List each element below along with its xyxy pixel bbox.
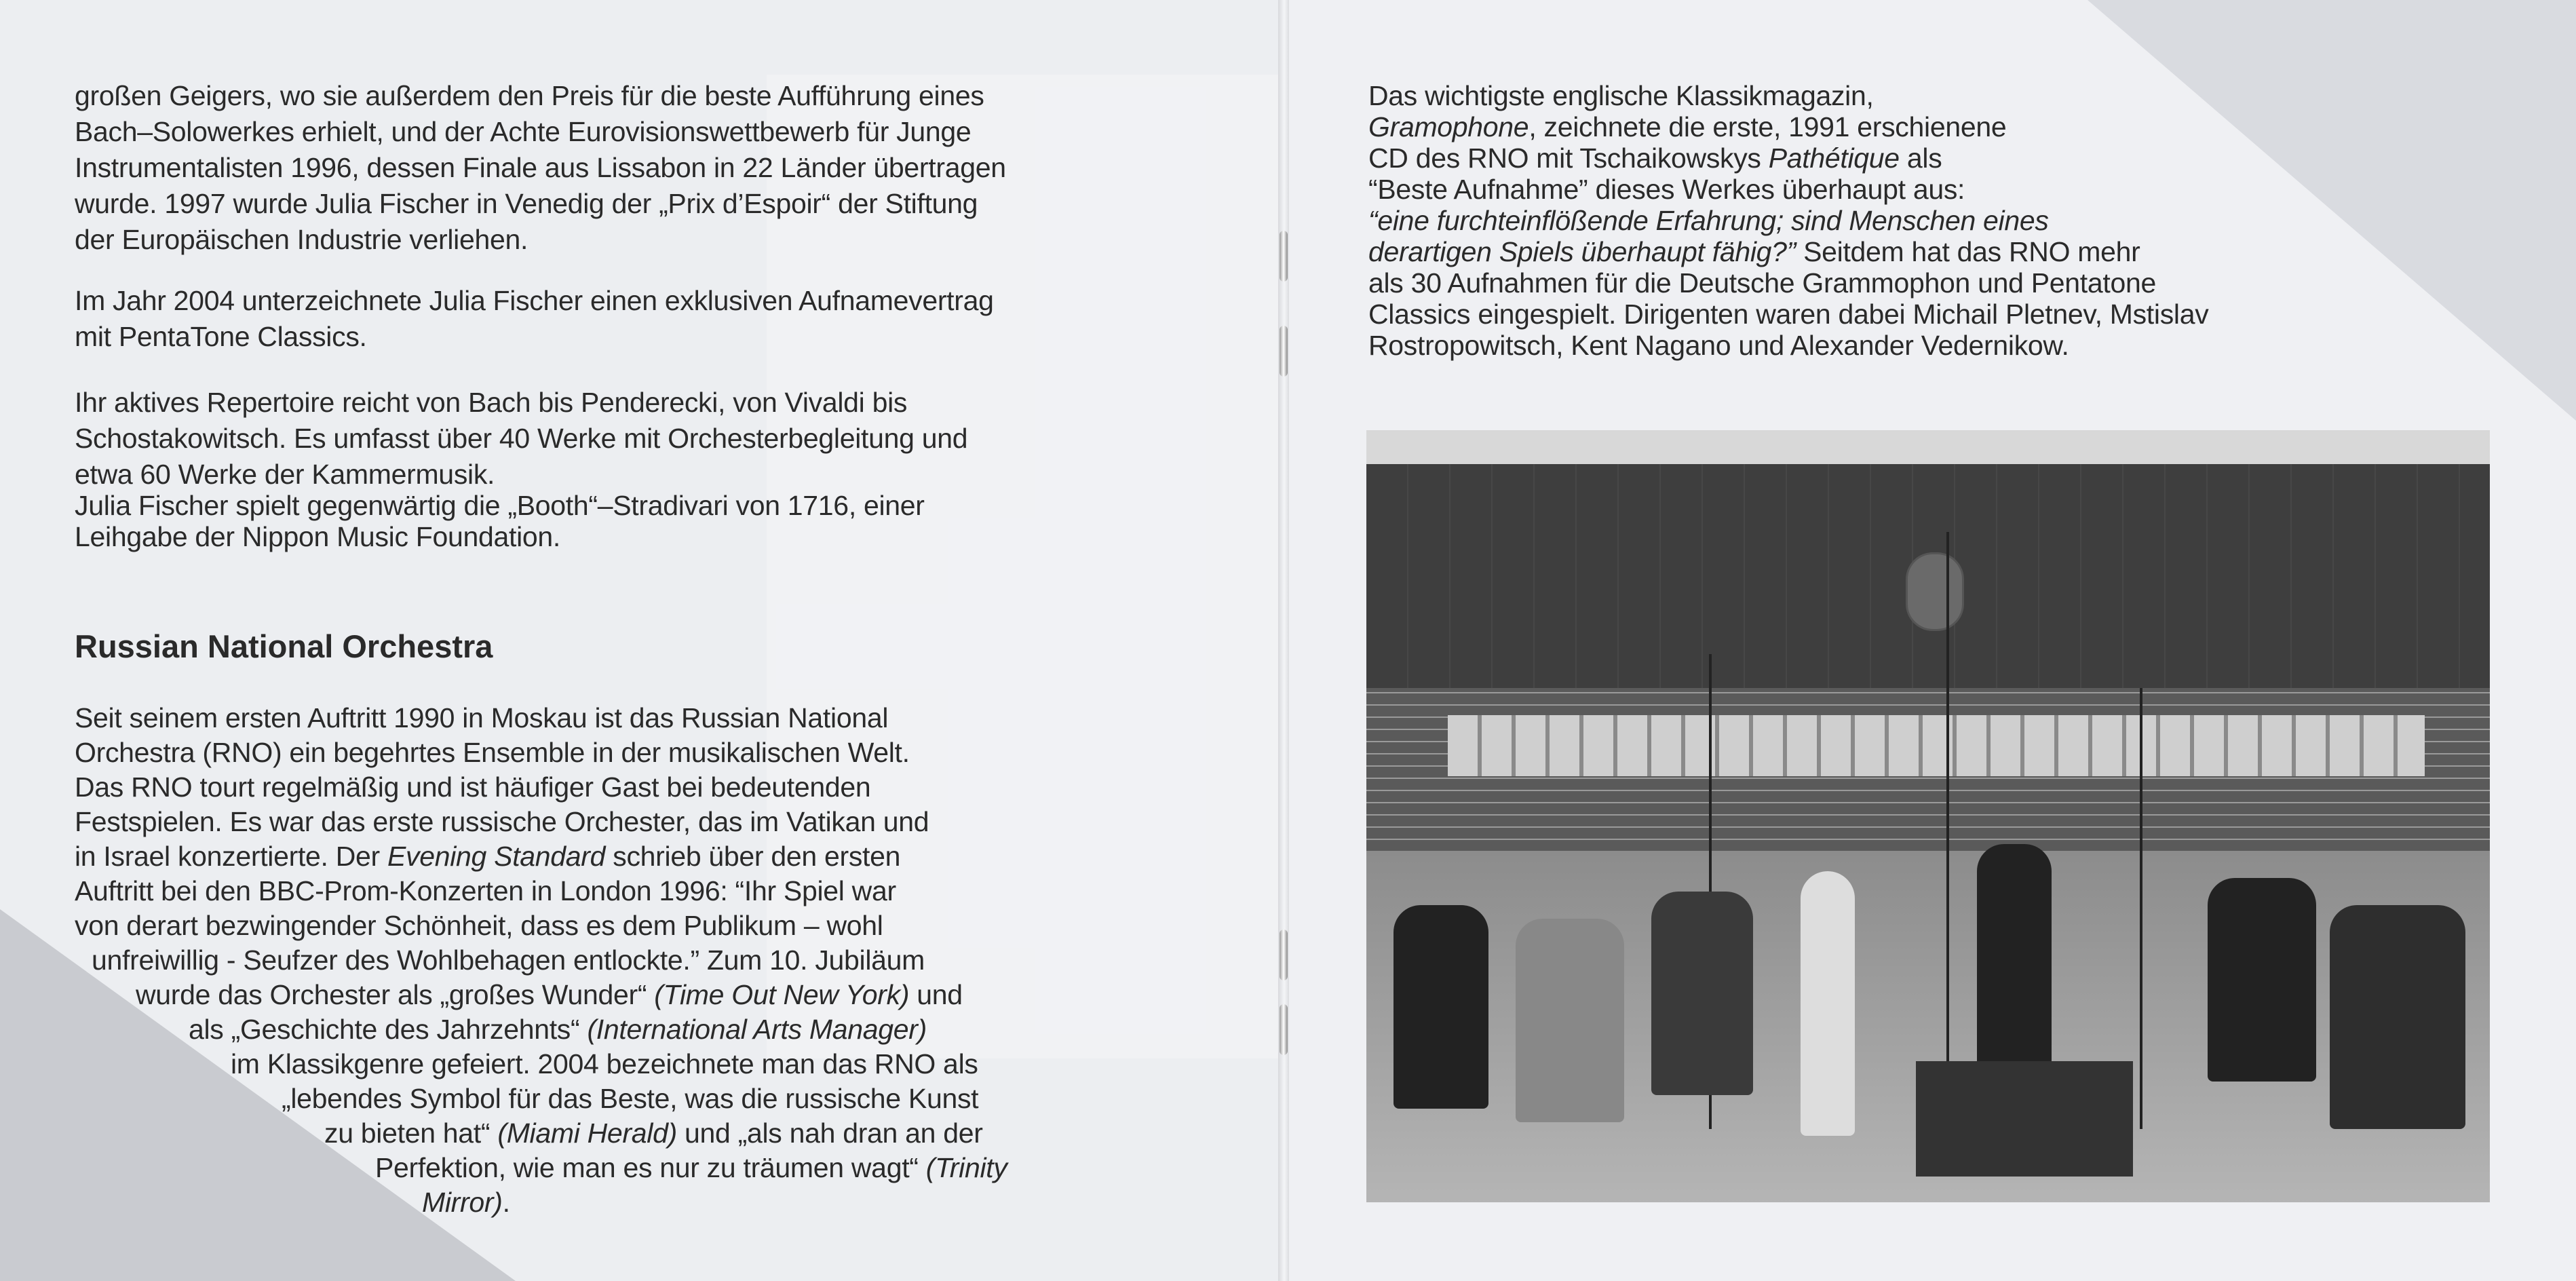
text-line — [189, 1012, 927, 1046]
publication-name: Evening Standard — [387, 841, 606, 872]
text: . — [502, 1187, 510, 1218]
text-line: Julia Fischer spielt gegenwärtig die „Booth“–Stradivari von 1716, einer — [75, 490, 925, 521]
text: , zeichnete die erste, 1991 erschienene — [1529, 111, 2007, 142]
text-line — [1368, 141, 1942, 175]
musician — [1651, 892, 1753, 1095]
work-title: Pathétique — [1768, 142, 1900, 174]
text-line: Orchestra (RNO) ein begehrtes Ensemble in der musikalischen Welt. — [75, 737, 910, 768]
text-line: Schostakowitsch. Es umfasst über 40 Werke mit Orchesterbegleitung und — [75, 423, 968, 454]
text: wurde das Orchester als „großes Wunder“ — [136, 979, 655, 1010]
text-line — [136, 978, 963, 1012]
publication-name: (Trinity — [925, 1152, 1007, 1183]
text-line — [1368, 110, 2006, 144]
text-line: großen Geigers, wo sie außerdem den Preis für die beste Aufführung eines — [75, 80, 984, 111]
orchestra-photo — [1366, 430, 2490, 1202]
text-line: Instrumentalisten 1996, dessen Finale aus Lissabon in 22 Länder übertragen — [75, 152, 1006, 183]
text-line: mit PentaTone Classics. — [75, 321, 367, 352]
text-line: „lebendes Symbol für das Beste, was die russische Kunst — [282, 1083, 979, 1114]
acoustic-panels-light — [1448, 715, 2425, 776]
text-line: Rostropowitsch, Kent Nagano und Alexander Vedernikow. — [1368, 330, 2069, 361]
quote: derartigen Spiels überhaupt fähig?” — [1368, 236, 1796, 267]
text: als — [1899, 142, 1942, 174]
text: in Israel konzertierte. Der — [75, 841, 387, 872]
text-line — [422, 1185, 510, 1219]
staple — [1280, 1004, 1288, 1055]
publication-name: (International Arts Manager) — [587, 1014, 927, 1045]
text-line: Leihgabe der Nippon Music Foundation. — [75, 521, 560, 552]
text-line: Das wichtigste englische Klassikmagazin, — [1368, 80, 1874, 111]
text-line: im Klassikgenre gefeiert. 2004 bezeichnete man das RNO als — [231, 1048, 978, 1079]
text-line: unfreiwillig - Seufzer des Wohlbehagen entlockte.” Zum 10. Jubiläum — [92, 944, 925, 976]
text-line: Auftritt bei den BBC-Prom-Konzerten in London 1996: “Ihr Spiel war — [75, 875, 896, 906]
musician — [2208, 878, 2316, 1082]
staple — [1280, 930, 1288, 980]
musician — [1393, 905, 1488, 1109]
section-heading: Russian National Orchestra — [75, 628, 493, 664]
text-line: wurde. 1997 wurde Julia Fischer in Venedig der „Prix d’Espoir“ der Stiftung — [75, 188, 978, 219]
text: als „Geschichte des Jahrzehnts“ — [189, 1014, 588, 1045]
staple — [1280, 326, 1288, 377]
text-line: Classics eingespielt. Dirigenten waren dabei Michail Pletnev, Mstislav — [1368, 299, 2209, 330]
text: Perfektion, wie man es nur zu träumen wagt“ — [375, 1152, 926, 1183]
publication-name: (Time Out New York) — [654, 979, 910, 1010]
text-line: Das RNO tourt regelmäßig und ist häufiger Gast bei bedeutenden — [75, 771, 871, 803]
background-triangle — [2088, 0, 2576, 421]
text: und „als nah dran an der — [676, 1117, 983, 1149]
podium — [1916, 1061, 2133, 1177]
publication-name: Mirror) — [422, 1187, 503, 1218]
microphone-stand — [1946, 532, 1949, 1129]
cellist — [2330, 905, 2465, 1129]
text-line: von derart bezwingender Schönheit, dass es dem Publikum – wohl — [75, 910, 883, 941]
violinist — [1801, 871, 1855, 1136]
publication-name: Gramophone — [1368, 111, 1529, 142]
quote-line: “eine furchteinflößende Erfahrung; sind Menschen eines — [1368, 205, 2049, 236]
wall-clock — [1906, 552, 1964, 631]
text-line: “Beste Aufnahme” dieses Werkes überhaupt aus: — [1368, 174, 1965, 205]
ceiling — [1366, 430, 2490, 464]
text-line — [75, 839, 900, 873]
text-line — [324, 1116, 983, 1150]
text: zu bieten hat“ — [324, 1117, 498, 1149]
conductor — [1977, 844, 2052, 1068]
microphone-stand — [2140, 688, 2142, 1129]
text: CD des RNO mit Tschaikowskys — [1368, 142, 1769, 174]
text-line: Bach–Solowerkes erhielt, und der Achte Eurovisionswettbewerb für Junge — [75, 116, 972, 147]
publication-name: (Miami Herald) — [497, 1117, 677, 1149]
text-line — [375, 1151, 1007, 1185]
text-line: der Europäischen Industrie verliehen. — [75, 224, 528, 255]
text: Seitdem hat das RNO mehr — [1796, 236, 2140, 267]
text-line: Ihr aktives Repertoire reicht von Bach bis Penderecki, von Vivaldi bis — [75, 387, 908, 418]
text-line — [1368, 235, 2140, 269]
text-line: Festspielen. Es war das erste russische Orchester, das im Vatikan und — [75, 806, 929, 837]
text: schrieb über den ersten — [605, 841, 901, 872]
left-page — [0, 0, 1281, 1281]
text-line: etwa 60 Werke der Kammermusik. — [75, 459, 495, 490]
text: und — [909, 979, 963, 1010]
text-line: Seit seinem ersten Auftritt 1990 in Moskau ist das Russian National — [75, 702, 889, 733]
text-line: als 30 Aufnahmen für die Deutsche Grammophon und Pentatone — [1368, 267, 2156, 299]
musician — [1516, 919, 1624, 1122]
text-line: Im Jahr 2004 unterzeichnete Julia Fischer einen exklusiven Aufnamevertrag — [75, 285, 994, 316]
staple — [1280, 231, 1288, 282]
